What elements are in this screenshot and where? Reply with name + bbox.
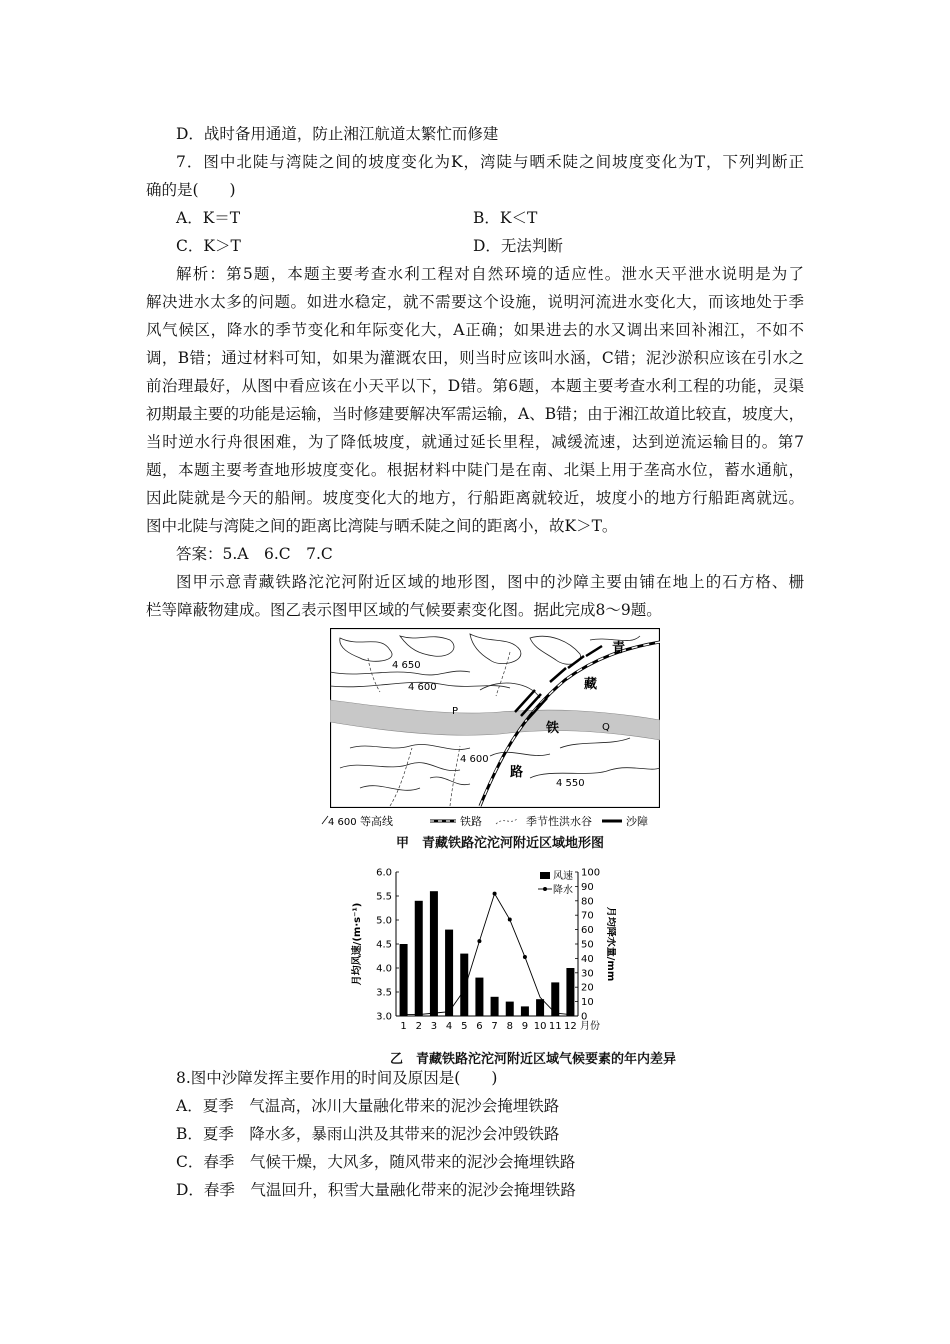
q8-option-d: D．春季 气温回升，积雪大量融化带来的泥沙会掩埋铁路 [176,1181,576,1199]
rain-point [477,939,481,943]
analysis-line: 初期最主要的功能是运输，当时修建要解决军需运输，A、B错；由于湘江故道比较直，坡度大， [146,405,805,423]
wind-bar [400,944,408,1016]
q8-option-c: C．春季 气候干燥，大风多，随风带来的泥沙会掩埋铁路 [176,1153,576,1171]
q8-stem: 8.图中沙障发挥主要作用的时间及原因是( ) [176,1069,498,1087]
railway-name-char: 青 [612,641,626,656]
analysis-line: 题，本题主要考查地形坡度变化。根据材料中陡门是在南、北渠上用于垄高水位，蓄水通航， [146,461,804,479]
left-tick-label: 4.0 [376,963,392,975]
right-tick-label: 50 [581,939,594,951]
x-tick-label: 4 [445,1021,453,1032]
right-tick-label: 40 [581,953,594,965]
analysis-line: 风气候区，降水的季节变化和年际变化大，A正确；如果进去的水又调出来回补湘江，不如不 [146,321,804,339]
railway-name-char: 藏 [584,677,598,692]
x-tick-label: 7 [491,1021,498,1032]
legend-sand-barrier: 沙障 [626,815,648,828]
q7-option-d: D．无法判断 [473,237,563,255]
right-tick-label: 80 [581,896,594,908]
analysis-line: 解析：第5题，本题主要考查水利工程对自然环境的适应性。泄水天平泄水说明是为了 [176,265,804,283]
left-tick-label: 5.5 [376,891,392,903]
wind-bar [536,999,544,1016]
right-tick-label: 100 [581,867,601,879]
analysis-line: 因此陡就是今天的船闸。坡度变化大的地方，行船距离就较近，坡度小的地方行船距离就远。 [146,489,804,507]
right-tick-label: 20 [581,982,594,994]
left-tick-label: 3.5 [376,987,392,999]
left-tick-label: 6.0 [376,867,392,879]
left-tick-label: 5.0 [376,915,392,927]
chart-title: 乙 青藏铁路沱沱河附近区域气候要素的年内差异 [390,1052,677,1067]
legend-rain-label: 降水 [553,885,573,896]
analysis-line: 解决进水太多的问题。如进水稳定，就不需要这个设施，说明河流进水变化大，而该地处于季 [146,293,804,311]
ylabel-right: 月均降水量/mm [605,906,616,982]
climate-chart [346,860,616,1050]
legend-contour: 等高线 [360,815,393,828]
analysis-last-line: 图中北陡与湾陡之间的距离比湾陡与晒禾陡之间的距离小，故K＞T。 [146,517,618,535]
q8-option-b: B．夏季 降水多，暴雨山洪及其带来的泥沙会冲毁铁路 [176,1125,560,1143]
contour-label: 4 650 [392,660,421,671]
x-tick-label: 9 [521,1021,529,1032]
q7-stem-line1: 7．图中北陡与湾陡之间的坡度变化为K，湾陡与晒禾陡之间坡度变化为T，下列判断正 [176,153,804,171]
intro-line2: 栏等障蔽物建成。图乙表示图甲区域的气候要素变化图。据此完成8～9题。 [146,601,662,619]
contour-label: 4 600 [408,682,437,693]
x-unit-label: 月份 [580,1021,600,1032]
analysis-line: 调，B错；通过材料可知，如果为灌溉农田，则当时应该叫水涵，C错；泥沙淤积应该在引水之 [146,349,804,367]
rain-line [404,894,571,1015]
legend-rain-point [543,887,547,891]
right-tick-label: 70 [581,910,594,922]
point-label-q: Q [602,722,610,733]
right-tick-label: 90 [581,881,594,893]
x-tick-label: 6 [476,1021,483,1032]
analysis-line: 当时逆水行舟很困难，为了降低坡度，就通过延长里程，减缓流速，达到逆流运输目的。第7 [146,433,804,451]
x-tick-label: 10 [533,1021,547,1032]
map-legend [318,812,668,830]
wind-bar [521,1006,529,1016]
q7-option-b: B．K＜T [473,209,538,227]
railway-name-char: 铁 [546,721,560,736]
x-tick-label: 3 [430,1021,438,1032]
x-tick-label: 5 [461,1021,468,1032]
legend-valley: 季节性洪水谷 [526,815,592,828]
wind-bar [460,954,468,1016]
x-tick-label: 2 [415,1021,422,1032]
contour-label: 4 550 [556,778,585,789]
wind-bar [506,1002,514,1016]
rain-point [462,988,466,992]
q7-option-c: C．K＞T [176,237,241,255]
wind-bar [430,891,438,1016]
legend-contour-sample: 4 600 [328,817,357,828]
legend-railway: 铁路 [460,815,482,828]
q7-option-a: A．K＝T [176,209,241,227]
contour-label: 4 600 [460,754,489,765]
q8-option-a: A．夏季 气温高，冰川大量融化带来的泥沙会掩埋铁路 [176,1097,560,1115]
railway-name-char: 路 [510,765,524,780]
right-tick-label: 30 [581,968,594,980]
wind-bar [551,982,559,1016]
wind-bar [445,930,453,1016]
legend-wind-swatch [540,872,550,879]
left-tick-label: 4.5 [376,939,392,951]
legend-wind-label: 风速 [553,871,573,882]
x-tick-label: 1 [400,1021,407,1032]
wind-bar [475,978,483,1016]
rain-point [523,955,527,959]
rain-point [493,892,497,896]
wind-bar [566,968,574,1016]
intro-line1: 图甲示意青藏铁路沱沱河附近区域的地形图，图中的沙障主要由铺在地上的石方格、栅 [176,573,804,591]
wind-bar [491,997,499,1016]
right-tick-label: 60 [581,925,594,937]
wind-bar [415,901,423,1016]
ylabel-left: 月均风速/(m·s⁻¹) [352,902,363,986]
rain-point [508,918,512,922]
answer-line: 答案：5.A 6.C 7.C [176,545,333,563]
right-tick-label: 10 [581,997,594,1009]
terrain-map [330,628,660,808]
right-tick-label: 0 [581,1011,588,1023]
point-label-p: P [452,706,459,717]
q7-stem-line2: 确的是( ) [146,181,236,199]
q6-option-d: D．战时备用通道，防止湘江航道太繁忙而修建 [176,125,499,143]
x-tick-label: 8 [506,1021,513,1032]
map-caption: 甲 青藏铁路沱沱河附近区域地形图 [396,836,605,851]
analysis-line: 前治理最好，从图中看应该在小天平以下，D错。第6题，本题主要考查水利工程的功能，灵渠 [146,377,804,395]
left-tick-label: 3.0 [376,1011,392,1023]
x-tick-label: 11 [548,1021,562,1032]
x-tick-label: 12 [564,1021,577,1032]
